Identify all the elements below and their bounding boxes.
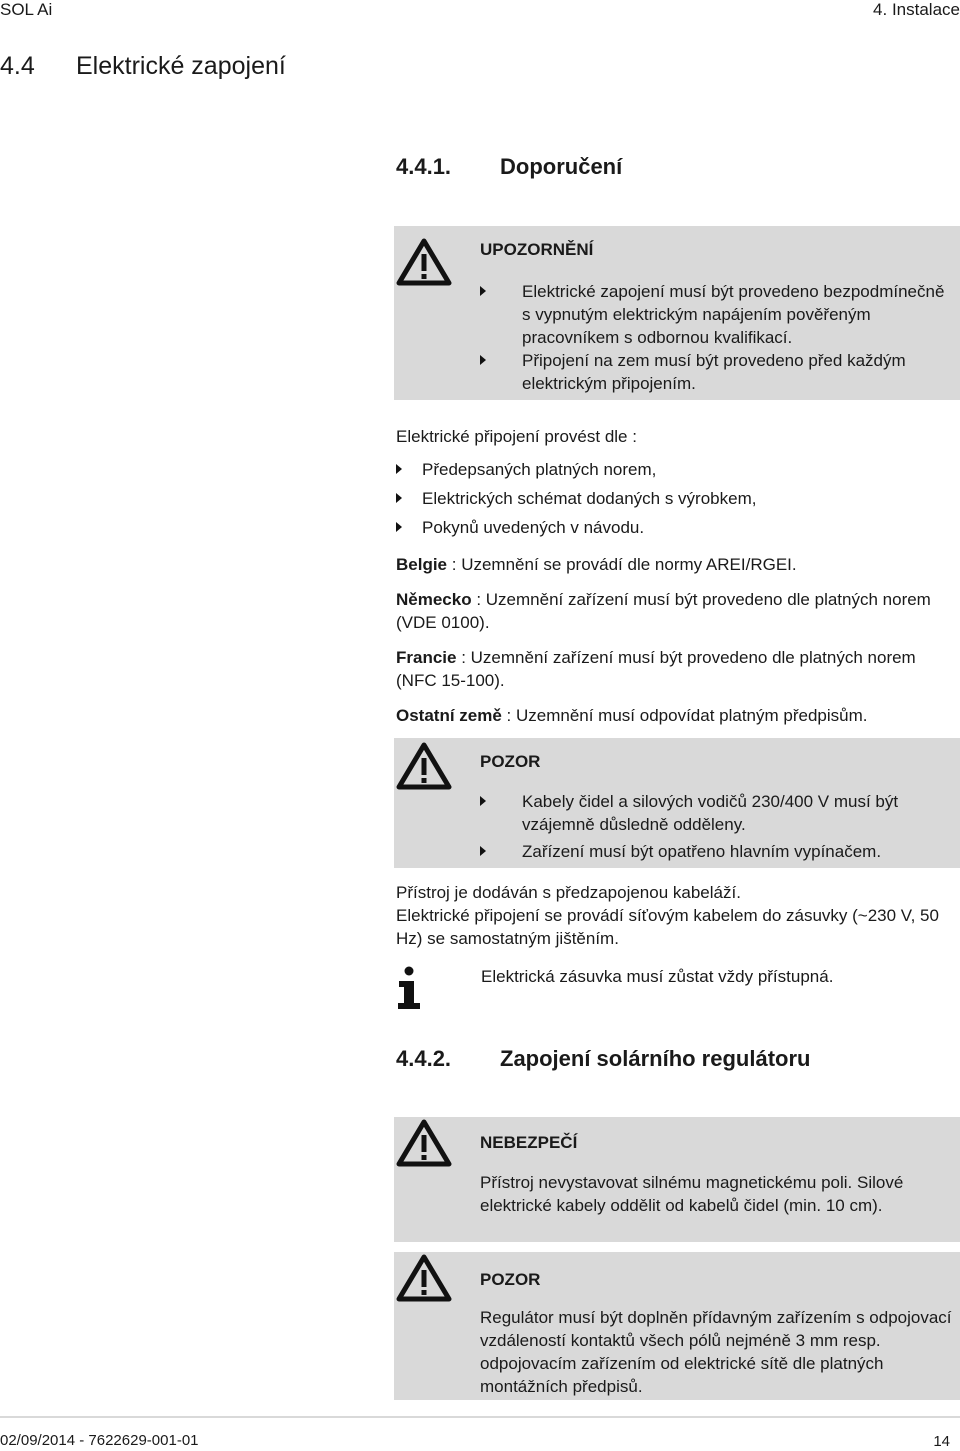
subsection-number: 4.4.2.: [396, 1046, 452, 1071]
caution-title: POZOR: [480, 752, 541, 771]
caution-title: POZOR: [480, 1270, 541, 1289]
subsection-number: 4.4.1.: [396, 154, 452, 179]
intro-text: Elektrické připojení provést dle :: [396, 427, 637, 446]
list-item: Připojení na zem musí být provedeno před každým elektrickým připojením.: [480, 349, 948, 395]
list-item: Elektrických schémat dodaných s výrobkem,: [396, 487, 960, 516]
supply-text: Přístroj je dodáván s předzapojenou kabeláží.: [396, 883, 741, 902]
connection-text: Elektrické připojení se provádí síťovým kabelem do zásuvky (~230 V, 50 Hz) se samostatným jištěním.: [396, 906, 939, 948]
info-icon: [396, 966, 422, 1010]
triangle-bullet-icon: [480, 286, 486, 296]
list-item: Předepsaných platných norem,: [396, 458, 960, 487]
footer-doc-ref: 02/09/2014 - 7622629-001-01: [0, 1432, 199, 1449]
caution-text: Regulátor musí být doplněn přídavným zařízením s odpojovací vzdáleností kontaktů všech pólů nejméně 3 mm resp. odpojovacím zařízením od elektrické sítě dle platných montážních předpisů.: [480, 1308, 952, 1396]
list-item: Pokynů uvedených v návodu.: [396, 516, 960, 545]
subsection-heading-1: [396, 154, 622, 180]
country-note: Belgie : Uzemnění se provádí dle normy AREI/RGEI.: [396, 555, 797, 574]
caution-box: [394, 738, 960, 868]
section-title: Elektrické zapojení: [76, 52, 286, 80]
warning-list: [480, 280, 948, 395]
triangle-bullet-icon: [480, 355, 486, 365]
warning-triangle-icon: [396, 742, 452, 790]
danger-title: NEBEZPEČÍ: [480, 1133, 578, 1152]
warning-triangle-icon: [396, 1119, 452, 1167]
caution-box-2: [394, 1252, 960, 1400]
subsection-title: Zapojení solárního regulátoru: [500, 1046, 811, 1071]
warning-triangle-icon: [396, 1254, 452, 1302]
page-number: 14: [933, 1433, 950, 1450]
subsection-title: Doporučení: [500, 154, 623, 179]
warning-title: UPOZORNĚNÍ: [480, 240, 594, 259]
standards-list: [396, 458, 960, 545]
section-number: 4.4: [0, 52, 35, 80]
triangle-bullet-icon: [396, 464, 402, 474]
list-item: Elektrické zapojení musí být provedeno bezpodmínečně s vypnutým elektrickým napájením pověřeným pracovníkem s odbornou kvalifikací.: [480, 280, 948, 349]
warning-triangle-icon: [396, 238, 452, 286]
caution-list: [480, 790, 948, 863]
info-text: Elektrická zásuvka musí zůstat vždy přístupná.: [481, 967, 834, 986]
footer-rule: [0, 1416, 960, 1418]
subsection-heading-2: [396, 1046, 810, 1072]
warning-box: [394, 226, 960, 400]
country-note: Německo : Uzemnění zařízení musí být provedeno dle platných norem (VDE 0100).: [396, 590, 931, 632]
triangle-bullet-icon: [480, 846, 486, 856]
header-chapter: 4. Instalace: [873, 0, 960, 19]
country-note: Francie : Uzemnění zařízení musí být provedeno dle platných norem (NFC 15-100).: [396, 648, 916, 690]
list-item: Kabely čidel a silových vodičů 230/400 V musí být vzájemně důsledně odděleny.: [480, 790, 948, 836]
triangle-bullet-icon: [396, 493, 402, 503]
danger-box: [394, 1117, 960, 1242]
list-item: Zařízení musí být opatřeno hlavním vypínačem.: [480, 840, 948, 863]
header-doc-title: SOL Ai: [0, 0, 53, 19]
triangle-bullet-icon: [396, 522, 402, 532]
country-note: Ostatní země : Uzemnění musí odpovídat platným předpisům.: [396, 706, 868, 725]
section-heading: [0, 52, 286, 81]
triangle-bullet-icon: [480, 796, 486, 806]
danger-text: Přístroj nevystavovat silnému magnetickému poli. Silové elektrické kabely oddělit od kabelů čidel (min. 10 cm).: [480, 1173, 904, 1215]
